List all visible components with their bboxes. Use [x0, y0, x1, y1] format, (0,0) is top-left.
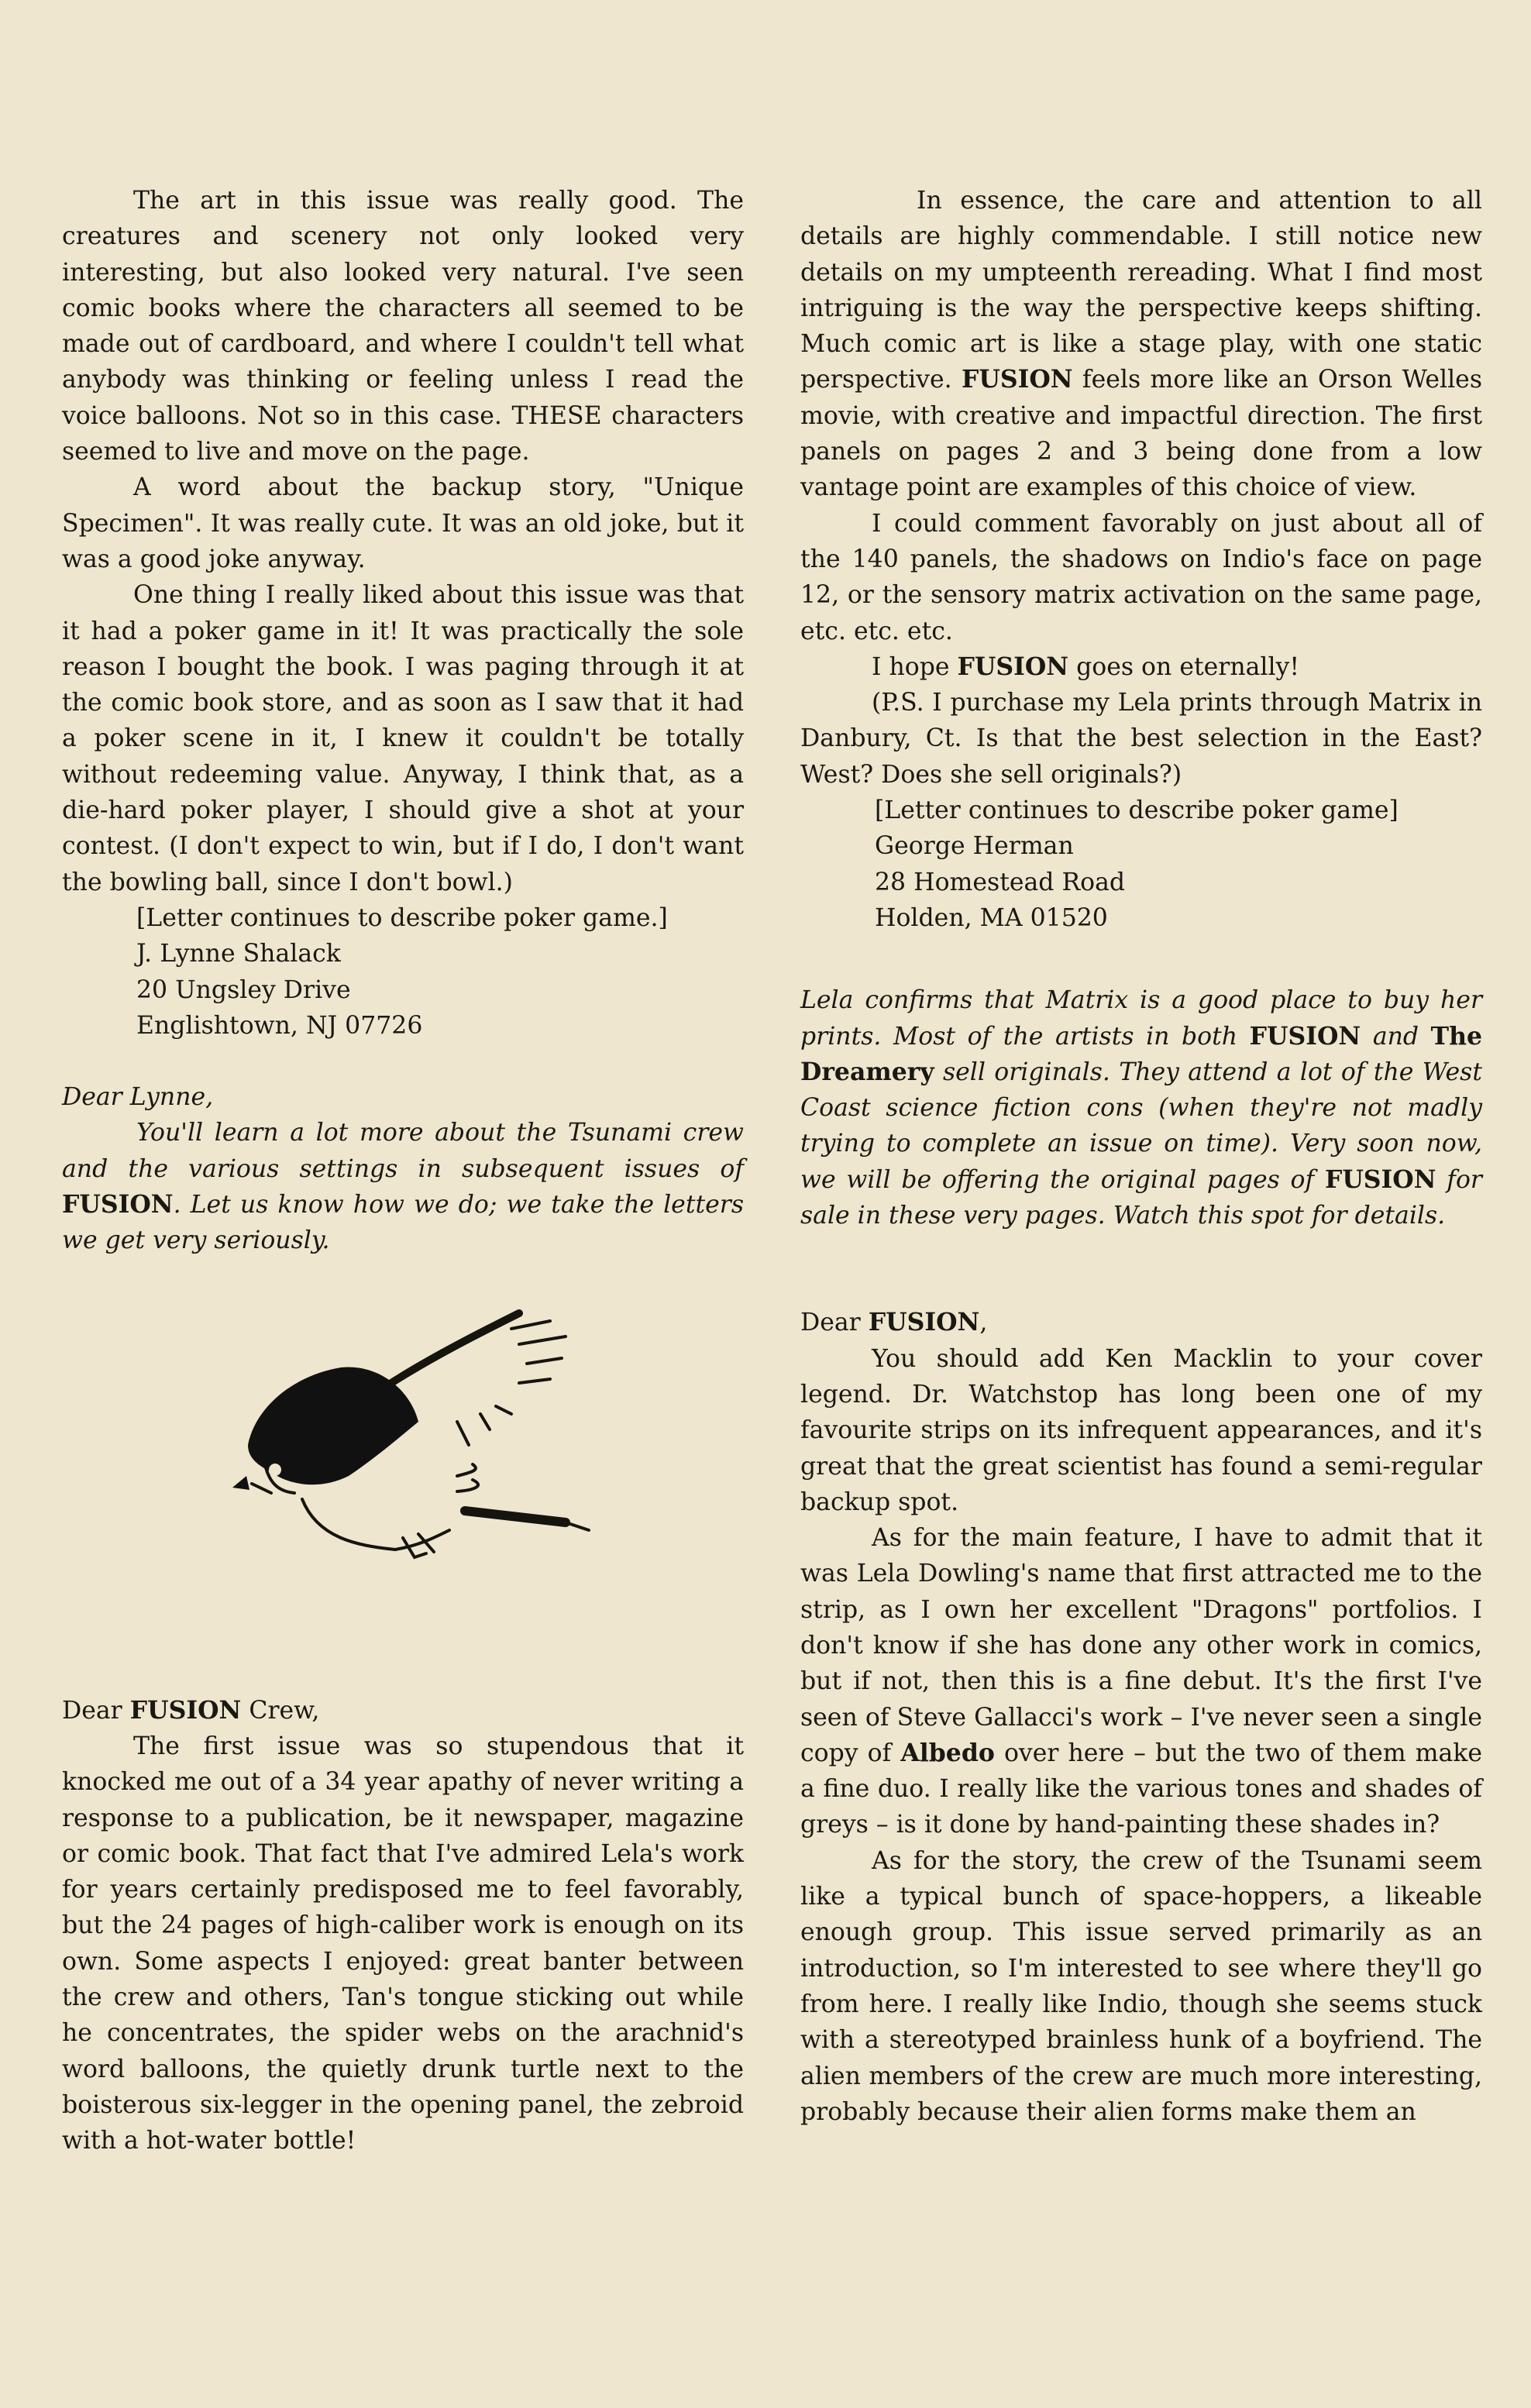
letter-paragraph: As for the story, the crew of the Tsunami seem like a typical bunch of space-hoppers, a likeable enough group. This issue served primarily as an introduction, so I'm interested to see where they'll go from here. I really like Indio, though she seems stuck with a stereotyped brainless hunk of a boyfriend. The alien members of the crew are much more interesting, probably because their alien forms make them an: [800, 1846, 1482, 2126]
signature-name: George Herman: [875, 832, 1074, 861]
signature-street: 20 Ungsley Drive: [136, 975, 351, 1004]
letter-paragraph: The first issue was so stupendous that it knocked me out of a 34 year apathy of never writing a response to a publication, be it newspaper, magazine or comic book. That fact that I've admired Lela's work for years certainly predisposed me to feel favorably, but the 24 pages of high-caliber work is enough on its own. Some aspects I enjoyed: great banter between the crew and others, Tan's tongue sticking out while he concentrates, the spider webs on the arachnid's word balloons, the quietly drunk turtle next to the boisterous six-legger in the opening panel, the zebroid with a hot-water bottle!: [62, 1732, 744, 2155]
signature-city: Holden, MA 01520: [875, 903, 1108, 932]
letter-salutation: Dear FUSION,: [800, 1308, 988, 1337]
reply-text: You'll learn a lot more about the Tsunami crew and the various settings in subsequent issues of: [62, 1119, 744, 1183]
letter-paragraph: (P.S. I purchase my Lela prints through Matrix in Danbury, Ct. Is that the best selection in the East? West? Does she sell originals?): [800, 689, 1482, 789]
fusion-title: FUSION: [62, 1190, 174, 1219]
letter-paragraph: As for the main feature, I have to admit that it was Lela Dowling's name that first attracted me to the strip, as I own her excellent "Dragons" portfolios. I don't know if she has done any other work in comics, but if not, then this is a fine debut. It's the first I've seen of Steve Gallacci's work – I've never seen a single copy of Albedo over here – but the two of them make a fine duo. I really like the various tones and shades of greys – is it done by hand-painting these shades in?: [800, 1524, 1483, 1839]
signature-city: Englishtown, NJ 07726: [136, 1011, 423, 1040]
reply-salutation: Dear Lynne,: [62, 1083, 214, 1112]
right-column: [800, 183, 1482, 2130]
letter-salutation: Dear FUSION Crew,: [62, 1695, 320, 1725]
albedo-title: Albedo: [900, 1738, 995, 1767]
fusion-title: FUSION: [1249, 1021, 1361, 1051]
letter-paragraph: A word about the backup story, "Unique Specimen". It was really cute. It was an old joke, but it was a good joke anyway.: [62, 473, 744, 573]
letter-paragraph: I could comment favorably on just about all of the 140 panels, the shadows on Indio's face on page 12, or the sensory matrix activation on the same page, etc. etc. etc.: [800, 509, 1482, 645]
letter-paragraph: One thing I really liked about this issue was that it had a poker game in it! It was practically the sole reason I bought the book. I was paging through it at the comic book store, and as soon as I saw that it had a poker scene in it, I knew it couldn't be totally without redeeming value. Anyway, I think that, as a die-hard poker player, I should give a shot at your contest. (I don't expect to win, but if I do, I don't want the bowling ball, since I don't bowl.): [62, 581, 744, 896]
left-column: [62, 183, 744, 2159]
editor-reply: Lela confirms that Matrix is a good place to buy her prints. Most of the artists in both FUSION and The Dreamery sell originals. They attend a lot of the West Coast science fiction cons (when they're not madly trying to complete an issue on time). Very soon now, we will be offering the original pages of FUSION for sale in these very pages. Watch this spot for details.: [800, 986, 1483, 1230]
fusion-title: FUSION: [962, 365, 1073, 394]
dreamery-title: The Dreamery: [800, 1021, 1483, 1086]
signature-name: J. Lynne Shalack: [136, 940, 341, 968]
fusion-title: FUSION: [957, 652, 1069, 681]
fusion-title: FUSION: [1324, 1164, 1436, 1194]
letter-continues-note: [Letter continues to describe poker game.]: [136, 903, 668, 932]
letter-paragraph: I hope FUSION goes on eternally!: [872, 652, 1299, 681]
bird-illustration: [201, 1290, 635, 1584]
reply-text: . Let us know how we do; we take the letters we get very seriously.: [62, 1191, 744, 1255]
letter-paragraph: You should add Ken Macklin to your cover legend. Dr. Watchstop has long been one of my favourite strips on its infrequent appearances, and it's great that the great scientist has found a semi-regular backup spot.: [800, 1344, 1482, 1516]
fusion-title: FUSION: [868, 1308, 980, 1337]
signature-street: 28 Homestead Road: [875, 868, 1126, 896]
letter-continues-note: [Letter continues to describe poker game]: [875, 796, 1399, 825]
letter-paragraph: The art in this issue was really good. The creatures and scenery not only looked very interesting, but also looked very natural. I've seen comic books where the characters all seemed to be made out of cardboard, and where I couldn't tell what anybody was thinking or feeling unless I read the voice balloons. Not so in this case. THESE characters seemed to live and move on the page.: [62, 187, 744, 466]
bird-illustration-area: [62, 1259, 744, 1693]
editor-reply: [62, 1079, 744, 1258]
fusion-title: FUSION: [129, 1695, 242, 1725]
letter-paragraph: In essence, the care and attention to all details are highly commendable. I still notice new details on my umpteenth rereading. What I find most intriguing is the way the perspective keeps shifting. Much comic art is like a stage play, with one static perspective. FUSION feels more like an Orson Welles movie, with creative and impactful direction. The first panels on pages 2 and 3 being done from a low vantage point are examples of this choice of view.: [800, 187, 1482, 502]
